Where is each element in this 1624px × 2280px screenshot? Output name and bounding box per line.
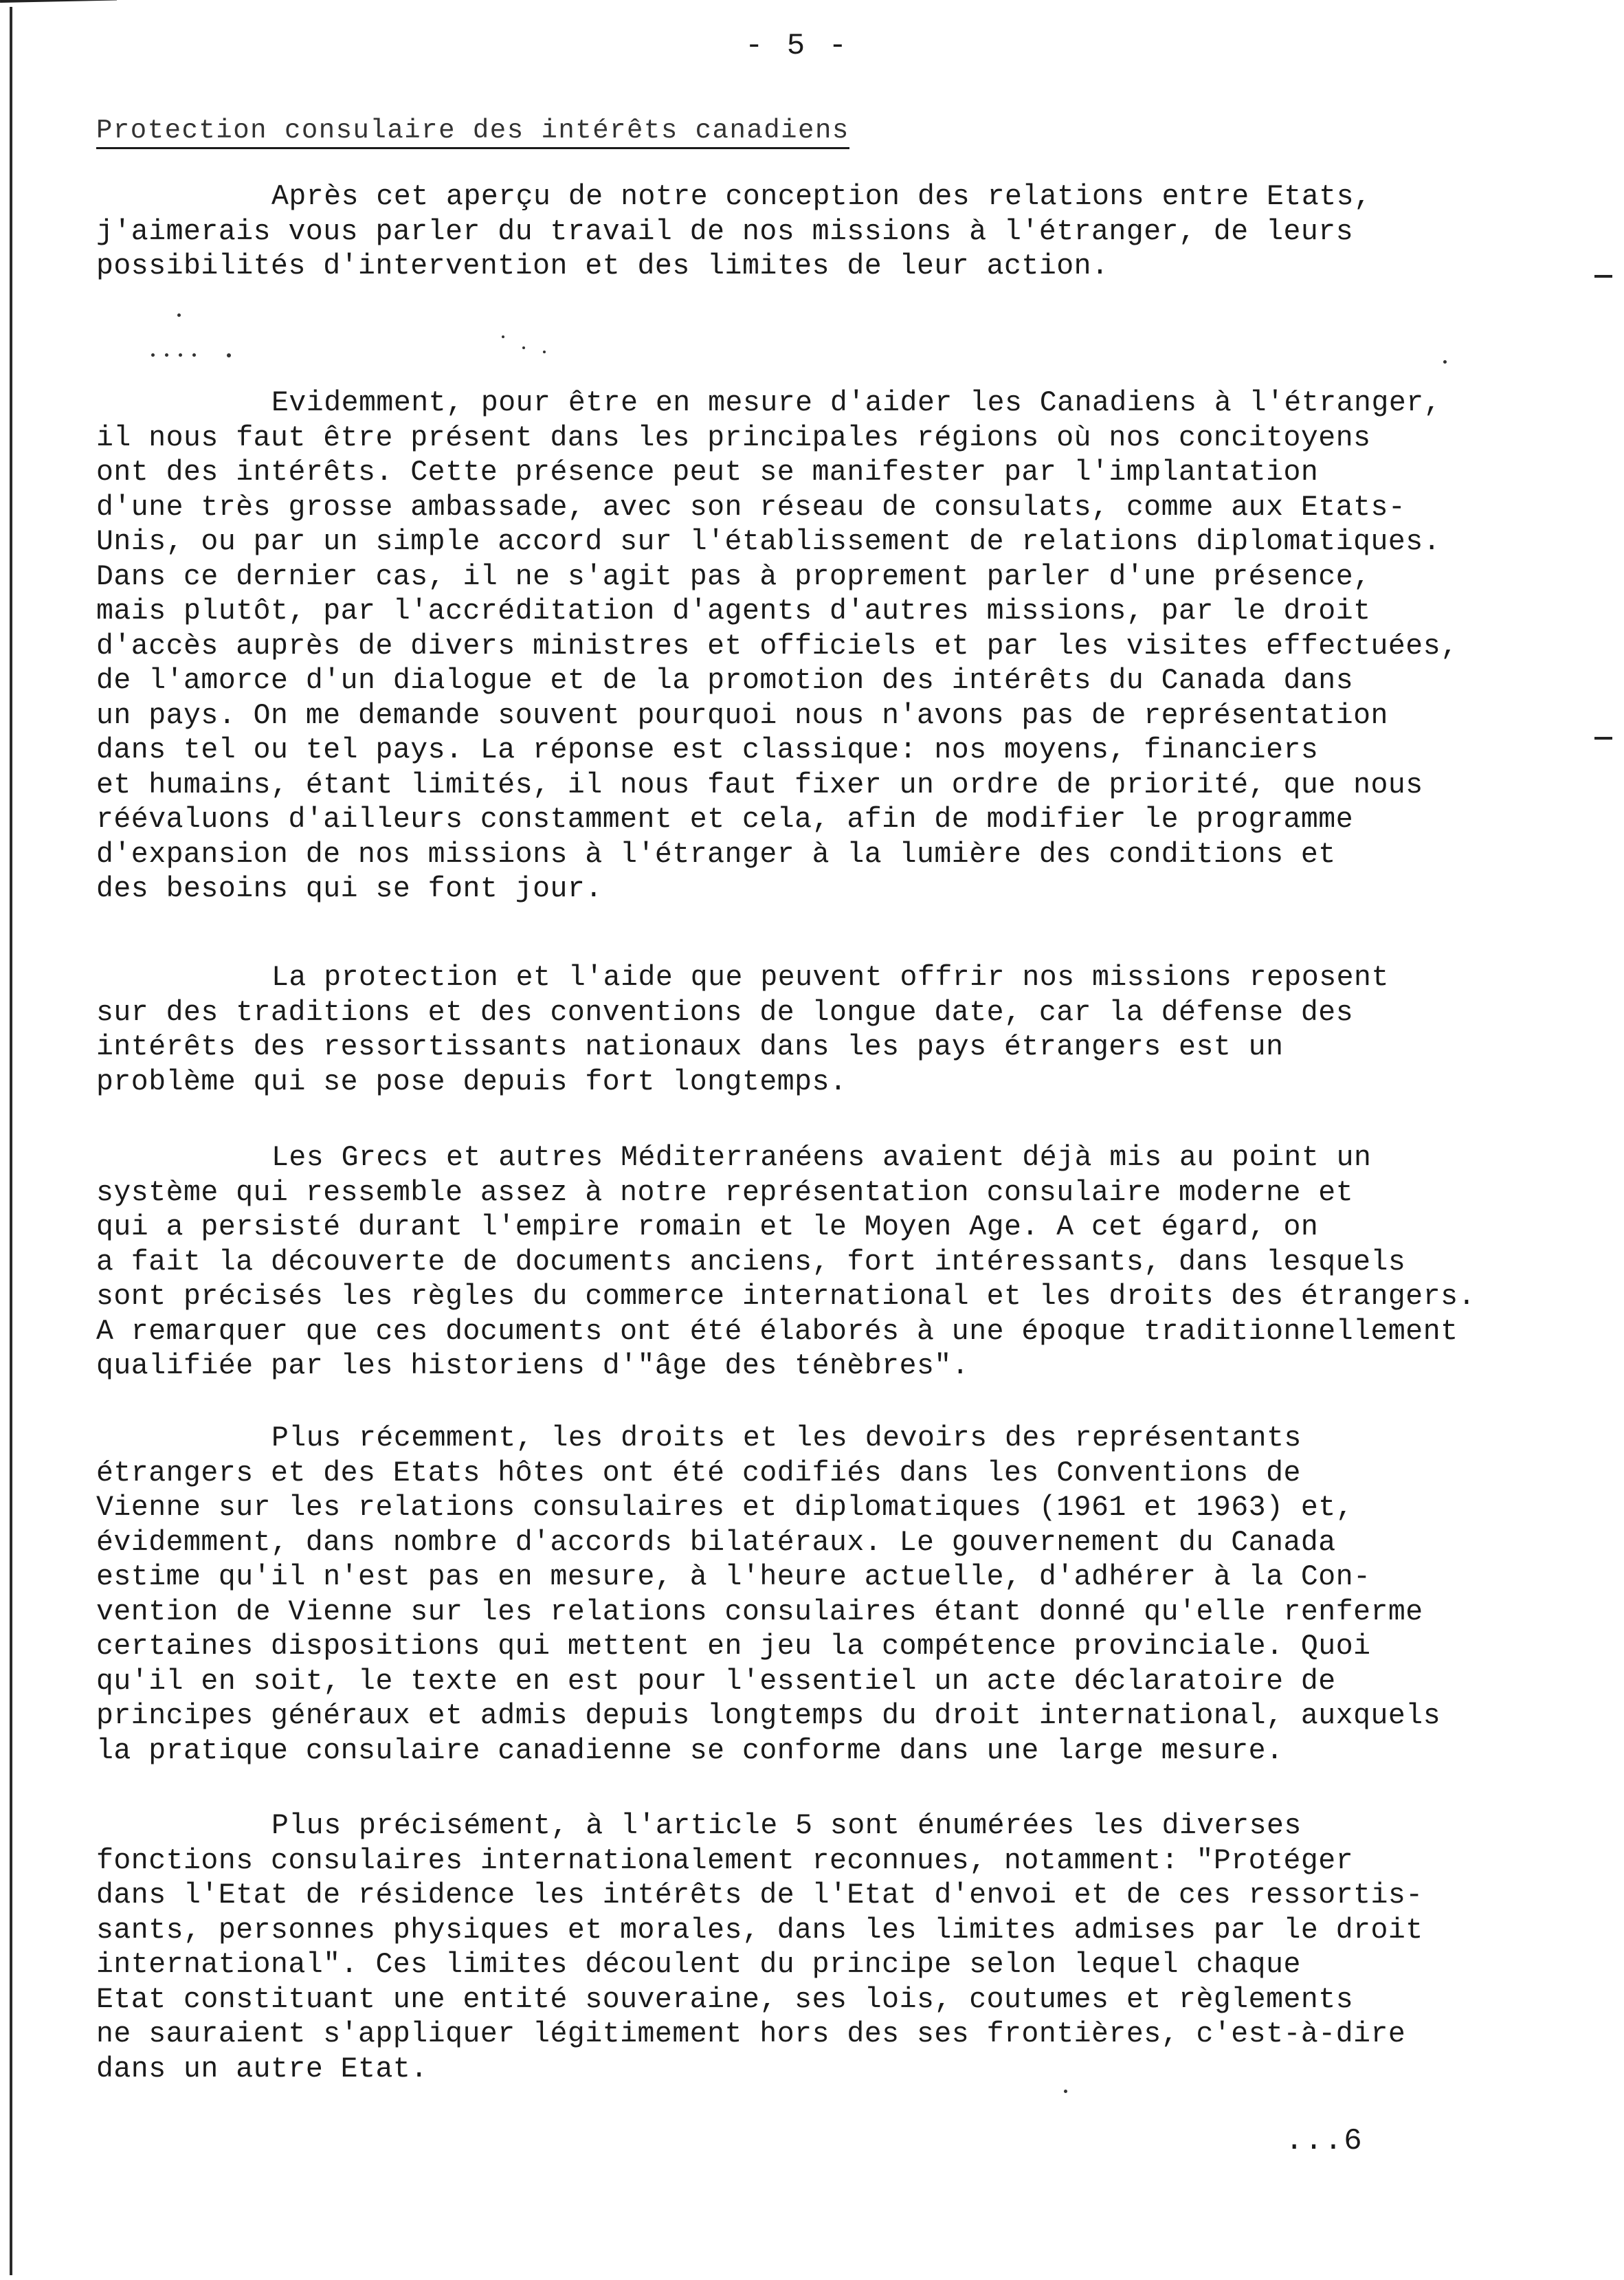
paragraph-line: Dans ce dernier cas, il ne s'agit pas à proprement parler d'une présence, bbox=[96, 560, 1371, 593]
paragraph-line: réévaluons d'ailleurs constamment et cela, afin de modifier le programme bbox=[96, 804, 1354, 836]
paragraph-line: certaines dispositions qui mettent en jeu la compétence provinciale. Quoi bbox=[96, 1630, 1371, 1663]
paragraph-line: évidemment, dans nombre d'accords bilatéraux. Le gouvernement du Canada bbox=[96, 1526, 1336, 1559]
paragraph-line: et humains, étant limités, il nous faut fixer un ordre de priorité, que nous bbox=[96, 768, 1423, 801]
section-heading: Protection consulaire des intérêts canadiens bbox=[96, 115, 849, 149]
scan-speck bbox=[502, 335, 504, 338]
paragraph-line: mais plutôt, par l'accréditation d'agents d'autres missions, par le droit bbox=[96, 595, 1371, 628]
paragraph-3 bbox=[96, 961, 1512, 1100]
paragraph-line: dans un autre Etat. bbox=[96, 2052, 428, 2085]
scan-speck bbox=[177, 313, 181, 317]
scan-speck bbox=[522, 346, 525, 349]
paragraph-1 bbox=[96, 180, 1512, 285]
paragraph-line: de l'amorce d'un dialogue et de la promotion des intérêts du Canada dans bbox=[96, 665, 1354, 697]
paragraph-line: fonctions consulaires internationalement reconnues, notamment: "Protéger bbox=[96, 1844, 1354, 1877]
scan-speck bbox=[1064, 2090, 1067, 2093]
paragraph-6 bbox=[96, 1809, 1512, 2087]
paragraph-line: d'une très grosse ambassade, avec son réseau de consulats, comme aux Etats- bbox=[96, 491, 1406, 524]
scan-speck bbox=[151, 353, 155, 357]
paragraph-line: dans tel ou tel pays. La réponse est classique: nos moyens, financiers bbox=[96, 734, 1319, 766]
paragraph-line: intérêts des ressortissants nationaux dans les pays étrangers est un bbox=[96, 1031, 1284, 1063]
paragraph-line: il nous faut être présent dans les principales régions où nos concitoyens bbox=[96, 421, 1371, 454]
paragraph-line: sants, personnes physiques et morales, dans les limites admises par le droit bbox=[96, 1914, 1423, 1947]
paragraph-line: système qui ressemble assez à notre représentation consulaire moderne et bbox=[96, 1176, 1354, 1209]
paragraph-line: Plus précisément, à l'article 5 sont énumérées les diverses bbox=[271, 1810, 1302, 1842]
paragraph-line: problème qui se pose depuis fort longtemps. bbox=[96, 1065, 847, 1098]
paragraph-line: sur des traditions et des conventions de longue date, car la défense des bbox=[96, 996, 1354, 1029]
scan-speck bbox=[1443, 360, 1447, 364]
paragraph-line: d'expansion de nos missions à l'étranger à la lumière des conditions et bbox=[96, 838, 1336, 871]
margin-mark bbox=[1594, 737, 1612, 740]
scan-speck bbox=[543, 351, 546, 353]
paragraph-line: ne sauraient s'appliquer légitimement hors des ses frontières, c'est-à-dire bbox=[96, 2018, 1406, 2050]
paragraph-line: Evidemment, pour être en mesure d'aider les Canadiens à l'étranger, bbox=[271, 387, 1442, 419]
paragraph-line: dans l'Etat de résidence les intérêts de l'Etat d'envoi et de ces ressortis- bbox=[96, 1879, 1423, 1912]
paragraph-line: qualifiée par les historiens d'"âge des ténèbres". bbox=[96, 1350, 970, 1382]
paragraph-4 bbox=[96, 1141, 1512, 1384]
paragraph-line: Unis, ou par un simple accord sur l'établissement de relations diplomatiques. bbox=[96, 526, 1441, 558]
paragraph-line: La protection et l'aide que peuvent offrir nos missions reposent bbox=[271, 962, 1389, 994]
paragraph-line: international". Ces limites découlent du principe selon lequel chaque bbox=[96, 1949, 1301, 1981]
paragraph-line: estime qu'il n'est pas en mesure, à l'heure actuelle, d'adhérer à la Con- bbox=[96, 1561, 1371, 1593]
paragraph-line: des besoins qui se font jour. bbox=[96, 873, 603, 905]
paragraph-2 bbox=[96, 386, 1512, 907]
page-number: - 5 - bbox=[744, 29, 850, 63]
margin-mark bbox=[1594, 275, 1612, 278]
scan-speck bbox=[165, 353, 168, 357]
paragraph-line: Vienne sur les relations consulaires et diplomatiques (1961 et 1963) et, bbox=[96, 1492, 1354, 1524]
scan-speck bbox=[227, 353, 231, 357]
continuation-marker: ...6 bbox=[1285, 2124, 1364, 2158]
paragraph-line: sont précisés les règles du commerce international et les droits des étrangers. bbox=[96, 1281, 1476, 1313]
paragraph-line: j'aimerais vous parler du travail de nos missions à l'étranger, de leurs bbox=[96, 215, 1354, 248]
paragraph-5 bbox=[96, 1421, 1512, 1769]
scan-edge-left bbox=[10, 7, 12, 2275]
paragraph-line: Plus récemment, les droits et les devoirs des représentants bbox=[271, 1422, 1302, 1454]
scan-speck bbox=[192, 353, 196, 357]
paragraph-line: d'accès auprès de divers ministres et officiels et par les visites effectuées, bbox=[96, 630, 1458, 663]
paragraph-line: Les Grecs et autres Méditerranéens avaient déjà mis au point un bbox=[271, 1142, 1372, 1174]
paragraph-line: Etat constituant une entité souveraine, ses lois, coutumes et règlements bbox=[96, 1983, 1354, 2016]
scan-edge-top bbox=[0, 0, 117, 3]
paragraph-line: possibilités d'intervention et des limites de leur action. bbox=[96, 250, 1109, 283]
paragraph-line: qu'il en soit, le texte en est pour l'essentiel un acte déclaratoire de bbox=[96, 1665, 1336, 1698]
paragraph-line: étrangers et des Etats hôtes ont été codifiés dans les Conventions de bbox=[96, 1457, 1301, 1490]
paragraph-line: la pratique consulaire canadienne se conforme dans une large mesure. bbox=[96, 1734, 1284, 1767]
paragraph-line: a fait la découverte de documents anciens, fort intéressants, dans lesquels bbox=[96, 1246, 1406, 1279]
paragraph-line: ont des intérêts. Cette présence peut se manifester par l'implantation bbox=[96, 456, 1319, 489]
scan-speck bbox=[179, 353, 182, 357]
paragraph-line: un pays. On me demande souvent pourquoi nous n'avons pas de représentation bbox=[96, 699, 1388, 732]
paragraph-line: A remarquer que ces documents ont été élaborés à une époque traditionnellement bbox=[96, 1315, 1458, 1348]
paragraph-line: principes généraux et admis depuis longtemps du droit international, auxquels bbox=[96, 1700, 1441, 1732]
paragraph-line: vention de Vienne sur les relations consulaires étant donné qu'elle renferme bbox=[96, 1595, 1423, 1628]
paragraph-line: Après cet aperçu de notre conception des relations entre Etats, bbox=[271, 181, 1372, 213]
paragraph-line: qui a persisté durant l'empire romain et le Moyen Age. A cet égard, on bbox=[96, 1211, 1319, 1243]
